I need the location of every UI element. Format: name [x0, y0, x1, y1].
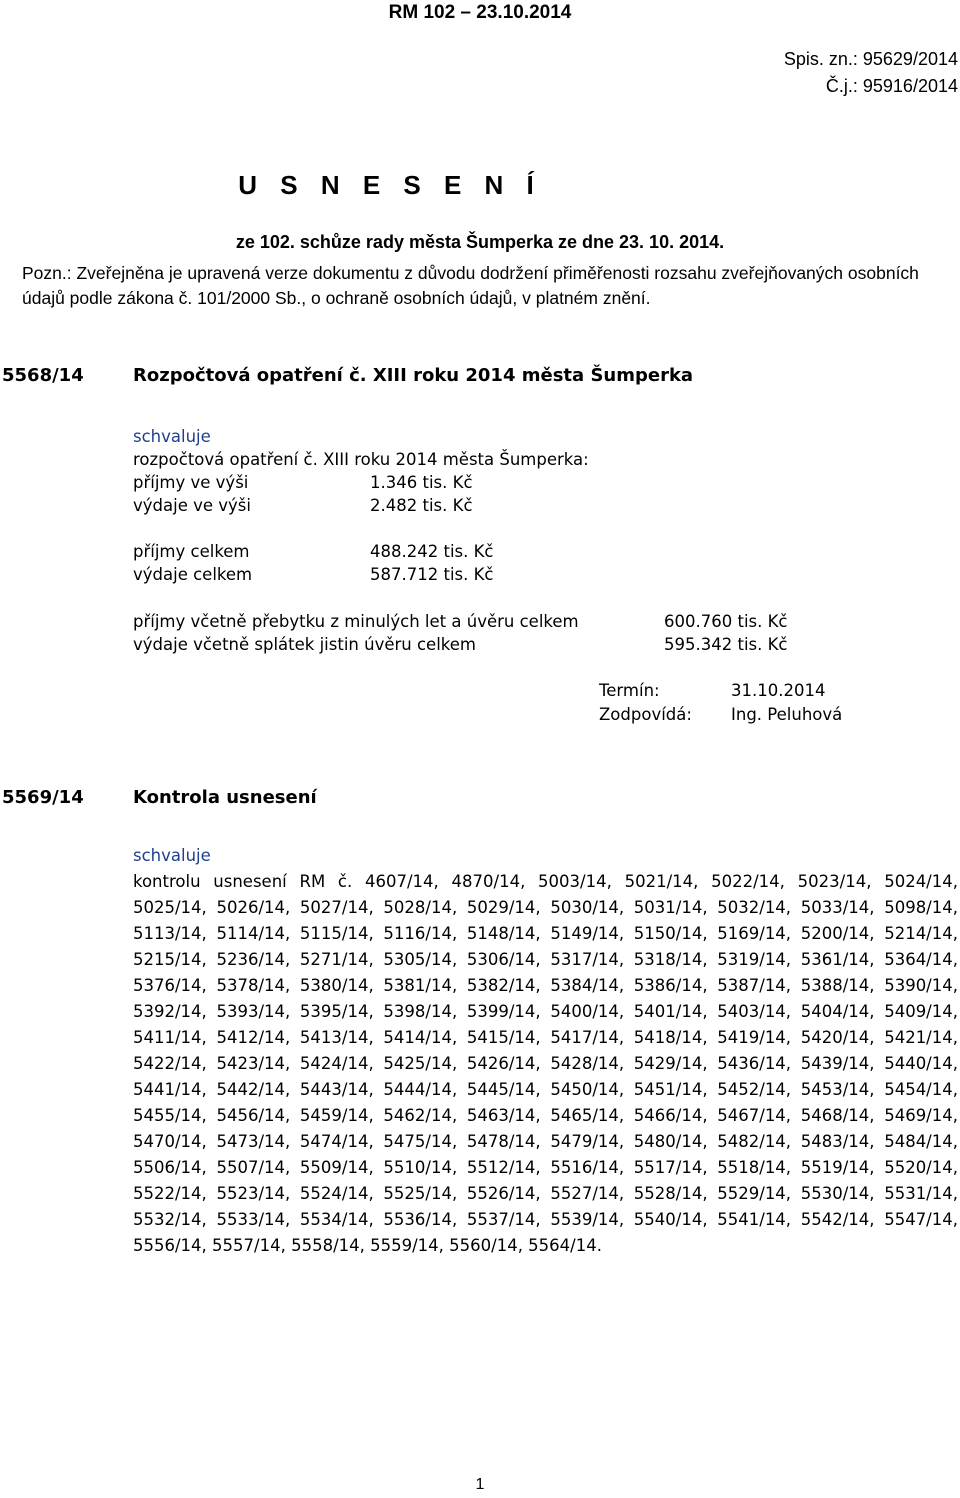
resolution-title: Rozpočtová opatření č. XIII roku 2014 města Šumperka: [133, 365, 694, 386]
document-reference: Č.j.: 95916/2014: [825, 76, 958, 96]
resolution-title: Kontrola usnesení: [133, 787, 317, 808]
resolution-list: kontrolu usnesení RM č. 4607/14, 4870/14, 5003/14, 5021/14, 5022/14, 5023/14, 5024/14, 5025/14, 5026/14, 5027/14, 5028/14, 5029/14, 5030/14, 5031/14, 5032/14, 5033/14, 5098/14, 5113/14, 5114/14, 5115/14, 5116/14, 5148/14, 5149/14, 5150/14, 5169/14, 5200/14, 5214/14, 5215/14, 5236/14, 5271/14, 5305/14, 5306/14, 5317/14, 5318/14, 5319/14, 5361/14, 5364/14, 5376/14, 5378/14, 5380/14, 5381/14, 5382/14, 5384/14, 5386/14, 5387/14, 5388/14, 5390/14, 5392/14, 5393/14, 5395/14, 5398/14, 5399/14, 5400/14, 5401/14, 5403/14, 5404/14, 5409/14, 5411/14, 5412/14, 5413/14, 5414/14, 5415/14, 5417/14, 5418/14, 5419/14, 5420/14, 5421/14, 5422/14, 5423/14, 5424/14, 5425/14, 5426/14, 5428/14, 5429/14, 5436/14, 5439/14, 5440/14, 5441/14, 5442/14, 5443/14, 5444/14, 5445/14, 5450/14, 5451/14, 5452/14, 5453/14, 5454/14, 5455/14, 5456/14, 5459/14, 5462/14, 5463/14, 5465/14, 5466/14, 5467/14, 5468/14, 5469/14, 5470/14, 5473/14, 5474/14, 5475/14, 5478/14, 5479/14, 5480/14, 5482/14, 5483/14, 5484/14, 5506/14, 5507/14, 5509/14, 5510/14, 5512/14, 5516/14, 5517/14, 5518/14, 5519/14, 5520/14, 5522/14, 5523/14, 5524/14, 5525/14, 5526/14, 5527/14, 5528/14, 5529/14, 5530/14, 5531/14, 5532/14, 5533/14, 5534/14, 5536/14, 5537/14, 5539/14, 5540/14, 5541/14, 5542/14, 5547/14, 5556/14, 5557/14, 5558/14, 5559/14, 5560/14, 5564/14.: [133, 872, 958, 1255]
budget-row-value: 1.346 tis. Kč: [370, 473, 473, 492]
meeting-header: RM 102 – 23.10.2014: [388, 2, 572, 23]
budget-row-label: příjmy celkem: [133, 542, 250, 561]
budget-row-value: 587.712 tis. Kč: [370, 565, 494, 584]
resolution-verb: schvaluje: [133, 846, 211, 865]
page-number: 1: [475, 1476, 485, 1493]
responsible-value: Ing. Peluhová: [731, 705, 843, 724]
resolution-number: 5569/14: [2, 787, 84, 808]
responsible-label: Zodpovídá:: [599, 705, 692, 724]
budget-row-value: 600.760 tis. Kč: [664, 612, 788, 631]
deadline-value: 31.10.2014: [731, 681, 826, 700]
meeting-subtitle: ze 102. schůze rady města Šumperka ze dne 23. 10. 2014.: [235, 232, 725, 252]
budget-row-value: 2.482 tis. Kč: [370, 496, 473, 515]
budget-row-label: výdaje celkem: [133, 565, 253, 584]
budget-row-value: 488.242 tis. Kč: [370, 542, 494, 561]
resolution-intro: rozpočtová opatření č. XIII roku 2014 města Šumperka:: [133, 450, 589, 469]
budget-row-label: příjmy včetně přebytku z minulých let a úvěru celkem: [133, 612, 579, 631]
document-title: U S N E S E N Í: [238, 170, 542, 200]
publication-note: Pozn.: Zveřejněna je upravená verze dokumentu z důvodu dodržení přiměřenosti rozsahu zveřejňovaných osobních údajů podle zákona č. 101/2000 Sb., o ochraně osobních údajů, v platném znění.: [22, 263, 919, 308]
budget-row-label: příjmy ve výši: [133, 473, 249, 492]
budget-row-value: 595.342 tis. Kč: [664, 635, 788, 654]
file-reference: Spis. zn.: 95629/2014: [783, 49, 958, 69]
deadline-label: Termín:: [599, 681, 660, 700]
resolution-verb: schvaluje: [133, 427, 211, 446]
budget-row-label: výdaje ve výši: [133, 496, 251, 515]
budget-row-label: výdaje včetně splátek jistin úvěru celkem: [133, 635, 476, 654]
resolution-number: 5568/14: [2, 365, 84, 386]
